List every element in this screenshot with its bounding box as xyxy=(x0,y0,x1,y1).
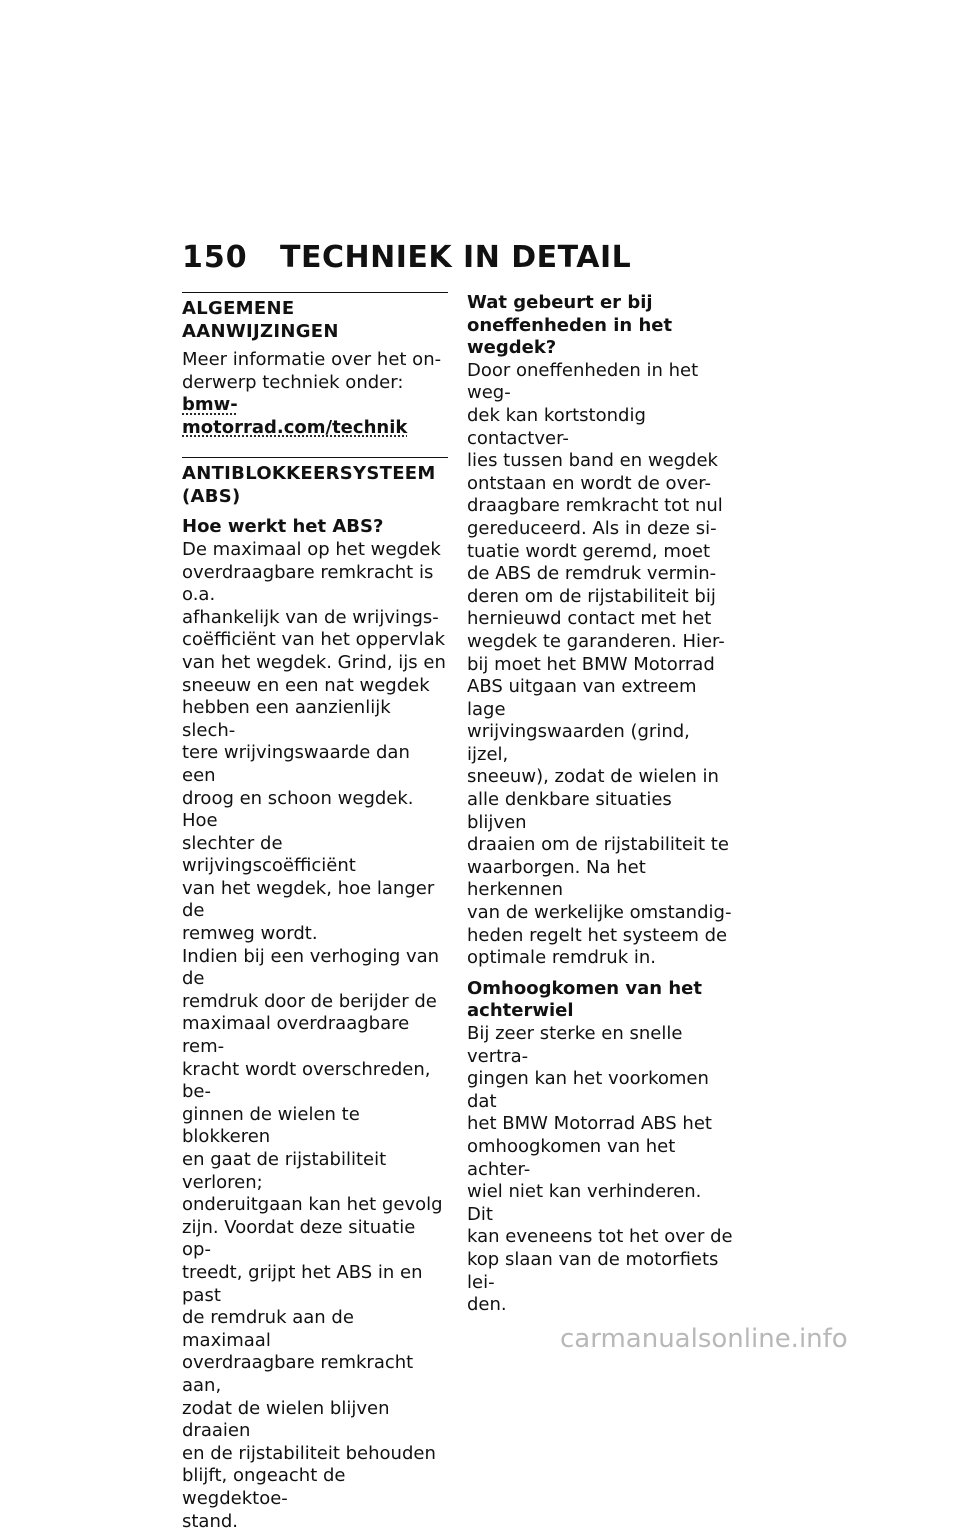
text-line: den. xyxy=(467,1294,507,1316)
text-line: wrijvingswaarden (grind, ijzel, xyxy=(467,721,690,765)
text-line: tere wrijvingswaarde dan een xyxy=(182,742,410,786)
text-line: van het wegdek. Grind, ijs en xyxy=(182,651,446,673)
text-line: stand. xyxy=(182,1510,239,1532)
text-line: kracht wordt overschreden, be- xyxy=(182,1058,431,1103)
text-line: coëfficiënt van het oppervlak xyxy=(182,629,446,651)
text-line: tuatie wordt geremd, moet xyxy=(467,540,711,562)
page-header xyxy=(182,240,631,280)
text-line: deren om de rijstabiliteit bij xyxy=(467,585,716,607)
text-line: hernieuwd contact met het xyxy=(467,608,712,630)
page-title: TECHNIEK IN DETAIL xyxy=(280,240,632,275)
text-line: gingen kan het voorkomen dat xyxy=(467,1068,709,1112)
text-line: van de werkelijke omstandig- xyxy=(467,902,732,924)
text-line: Indien bij een verhoging van de xyxy=(182,945,440,990)
text-line: draaien om de rijstabiliteit te xyxy=(467,834,729,856)
text-line: maximaal overdraagbare rem- xyxy=(182,1013,410,1058)
text-line: onderuitgaan kan het gevolg xyxy=(182,1194,443,1216)
text-line: droog en schoon wegdek. Hoe xyxy=(182,787,414,832)
text-line: draagbare remkracht tot nul xyxy=(467,495,723,517)
text-line: lies tussen band en wegdek xyxy=(467,450,718,472)
text-line: bij moet het BMW Motorrad xyxy=(467,653,715,675)
text-line: omhoogkomen van het achter- xyxy=(467,1135,676,1180)
text-line: kan eveneens tot het over de xyxy=(467,1226,733,1248)
section-title-abs: ANTIBLOKKEERSYSTEEM (ABS) xyxy=(182,463,436,508)
text-line: afhankelijk van de wrijvings- xyxy=(182,606,439,628)
text-line: de ABS de remdruk vermin- xyxy=(467,563,717,585)
left-column xyxy=(182,292,448,1533)
text-line: wegdek te garanderen. Hier- xyxy=(467,630,725,652)
section-title-general: ALGEMENE AANWIJZINGEN xyxy=(182,298,339,342)
paragraph xyxy=(182,946,448,1533)
text-line: het BMW Motorrad ABS het xyxy=(467,1113,712,1135)
text-line: remdruk door de berijder de xyxy=(182,990,437,1012)
text-line: ginnen de wielen te blokkeren xyxy=(182,1103,360,1148)
text-line: remweg wordt. xyxy=(182,923,318,945)
text-line: sneeuw), zodat de wielen in xyxy=(467,766,719,788)
text-line: dek kan kortstondig contactver- xyxy=(467,404,646,449)
text-line: blijft, ongeacht de wegdektoe- xyxy=(182,1465,346,1509)
text-line: wiel niet kan verhinderen. Dit xyxy=(467,1181,702,1225)
text-line: ontstaan en wordt de over- xyxy=(467,472,712,494)
text-line: optimale remdruk in. xyxy=(467,947,656,969)
text-line: en de rijstabiliteit behouden xyxy=(182,1442,436,1464)
right-column xyxy=(467,292,733,1317)
text-line: Omhoogkomen van het xyxy=(467,977,702,999)
text-line: overdraagbare remkracht is o.a. xyxy=(182,561,434,606)
text-line: Wat gebeurt er bij xyxy=(467,292,653,313)
text-line: slechter de wrijvingscoëfficiënt xyxy=(182,832,356,877)
paragraph xyxy=(467,1023,733,1317)
page-number: 150 xyxy=(182,240,248,275)
watermark: carmanualsonline.info xyxy=(560,1324,848,1354)
text-line: overdraagbare remkracht aan, xyxy=(182,1352,414,1396)
text-line: en gaat de rijstabiliteit verloren; xyxy=(182,1149,387,1193)
subheading-rear-wheel-lift xyxy=(467,978,733,1023)
text-line: hebben een aanzienlijk slech- xyxy=(182,697,391,741)
section-divider xyxy=(182,292,448,293)
subheading-how-abs-works: Hoe werkt het ABS? xyxy=(182,516,384,538)
text-line: sneeuw en een nat wegdek xyxy=(182,674,430,696)
paragraph xyxy=(467,360,733,970)
text-line: zijn. Voordat deze situatie op- xyxy=(182,1216,416,1261)
subheading-uneven-road xyxy=(467,292,733,360)
text-line: Door oneffenheden in het weg- xyxy=(467,359,699,404)
general-text: Meer informatie over het on- derwerp techniek onder: bmw-motorrad.com/technik xyxy=(182,349,442,438)
paragraph xyxy=(182,539,448,946)
text-line: Bij zeer sterke en snelle vertra- xyxy=(467,1023,683,1067)
section-divider xyxy=(182,457,448,458)
technik-link[interactable]: bmw-motorrad.com/technik xyxy=(182,394,408,438)
text-line: waarborgen. Na het herkennen xyxy=(467,856,646,901)
text-line: heden regelt het systeem de xyxy=(467,924,728,946)
text-line: oneffenheden in het wegdek? xyxy=(467,314,673,359)
text-line: alle denkbare situaties blijven xyxy=(467,789,672,833)
text-line: achterwiel xyxy=(467,1000,574,1022)
text-line: gereduceerd. Als in deze si- xyxy=(467,517,717,539)
text-line: zodat de wielen blijven draaien xyxy=(182,1397,390,1442)
text-line: kop slaan van de motorfiets lei- xyxy=(467,1248,719,1293)
text-line: De maximaal op het wegdek xyxy=(182,538,441,560)
text-line: ABS uitgaan van extreem lage xyxy=(467,676,697,720)
text-line: de remdruk aan de maximaal xyxy=(182,1307,354,1351)
text-line: treedt, grijpt het ABS in en past xyxy=(182,1261,423,1306)
text-line: van het wegdek, hoe langer de xyxy=(182,877,435,922)
